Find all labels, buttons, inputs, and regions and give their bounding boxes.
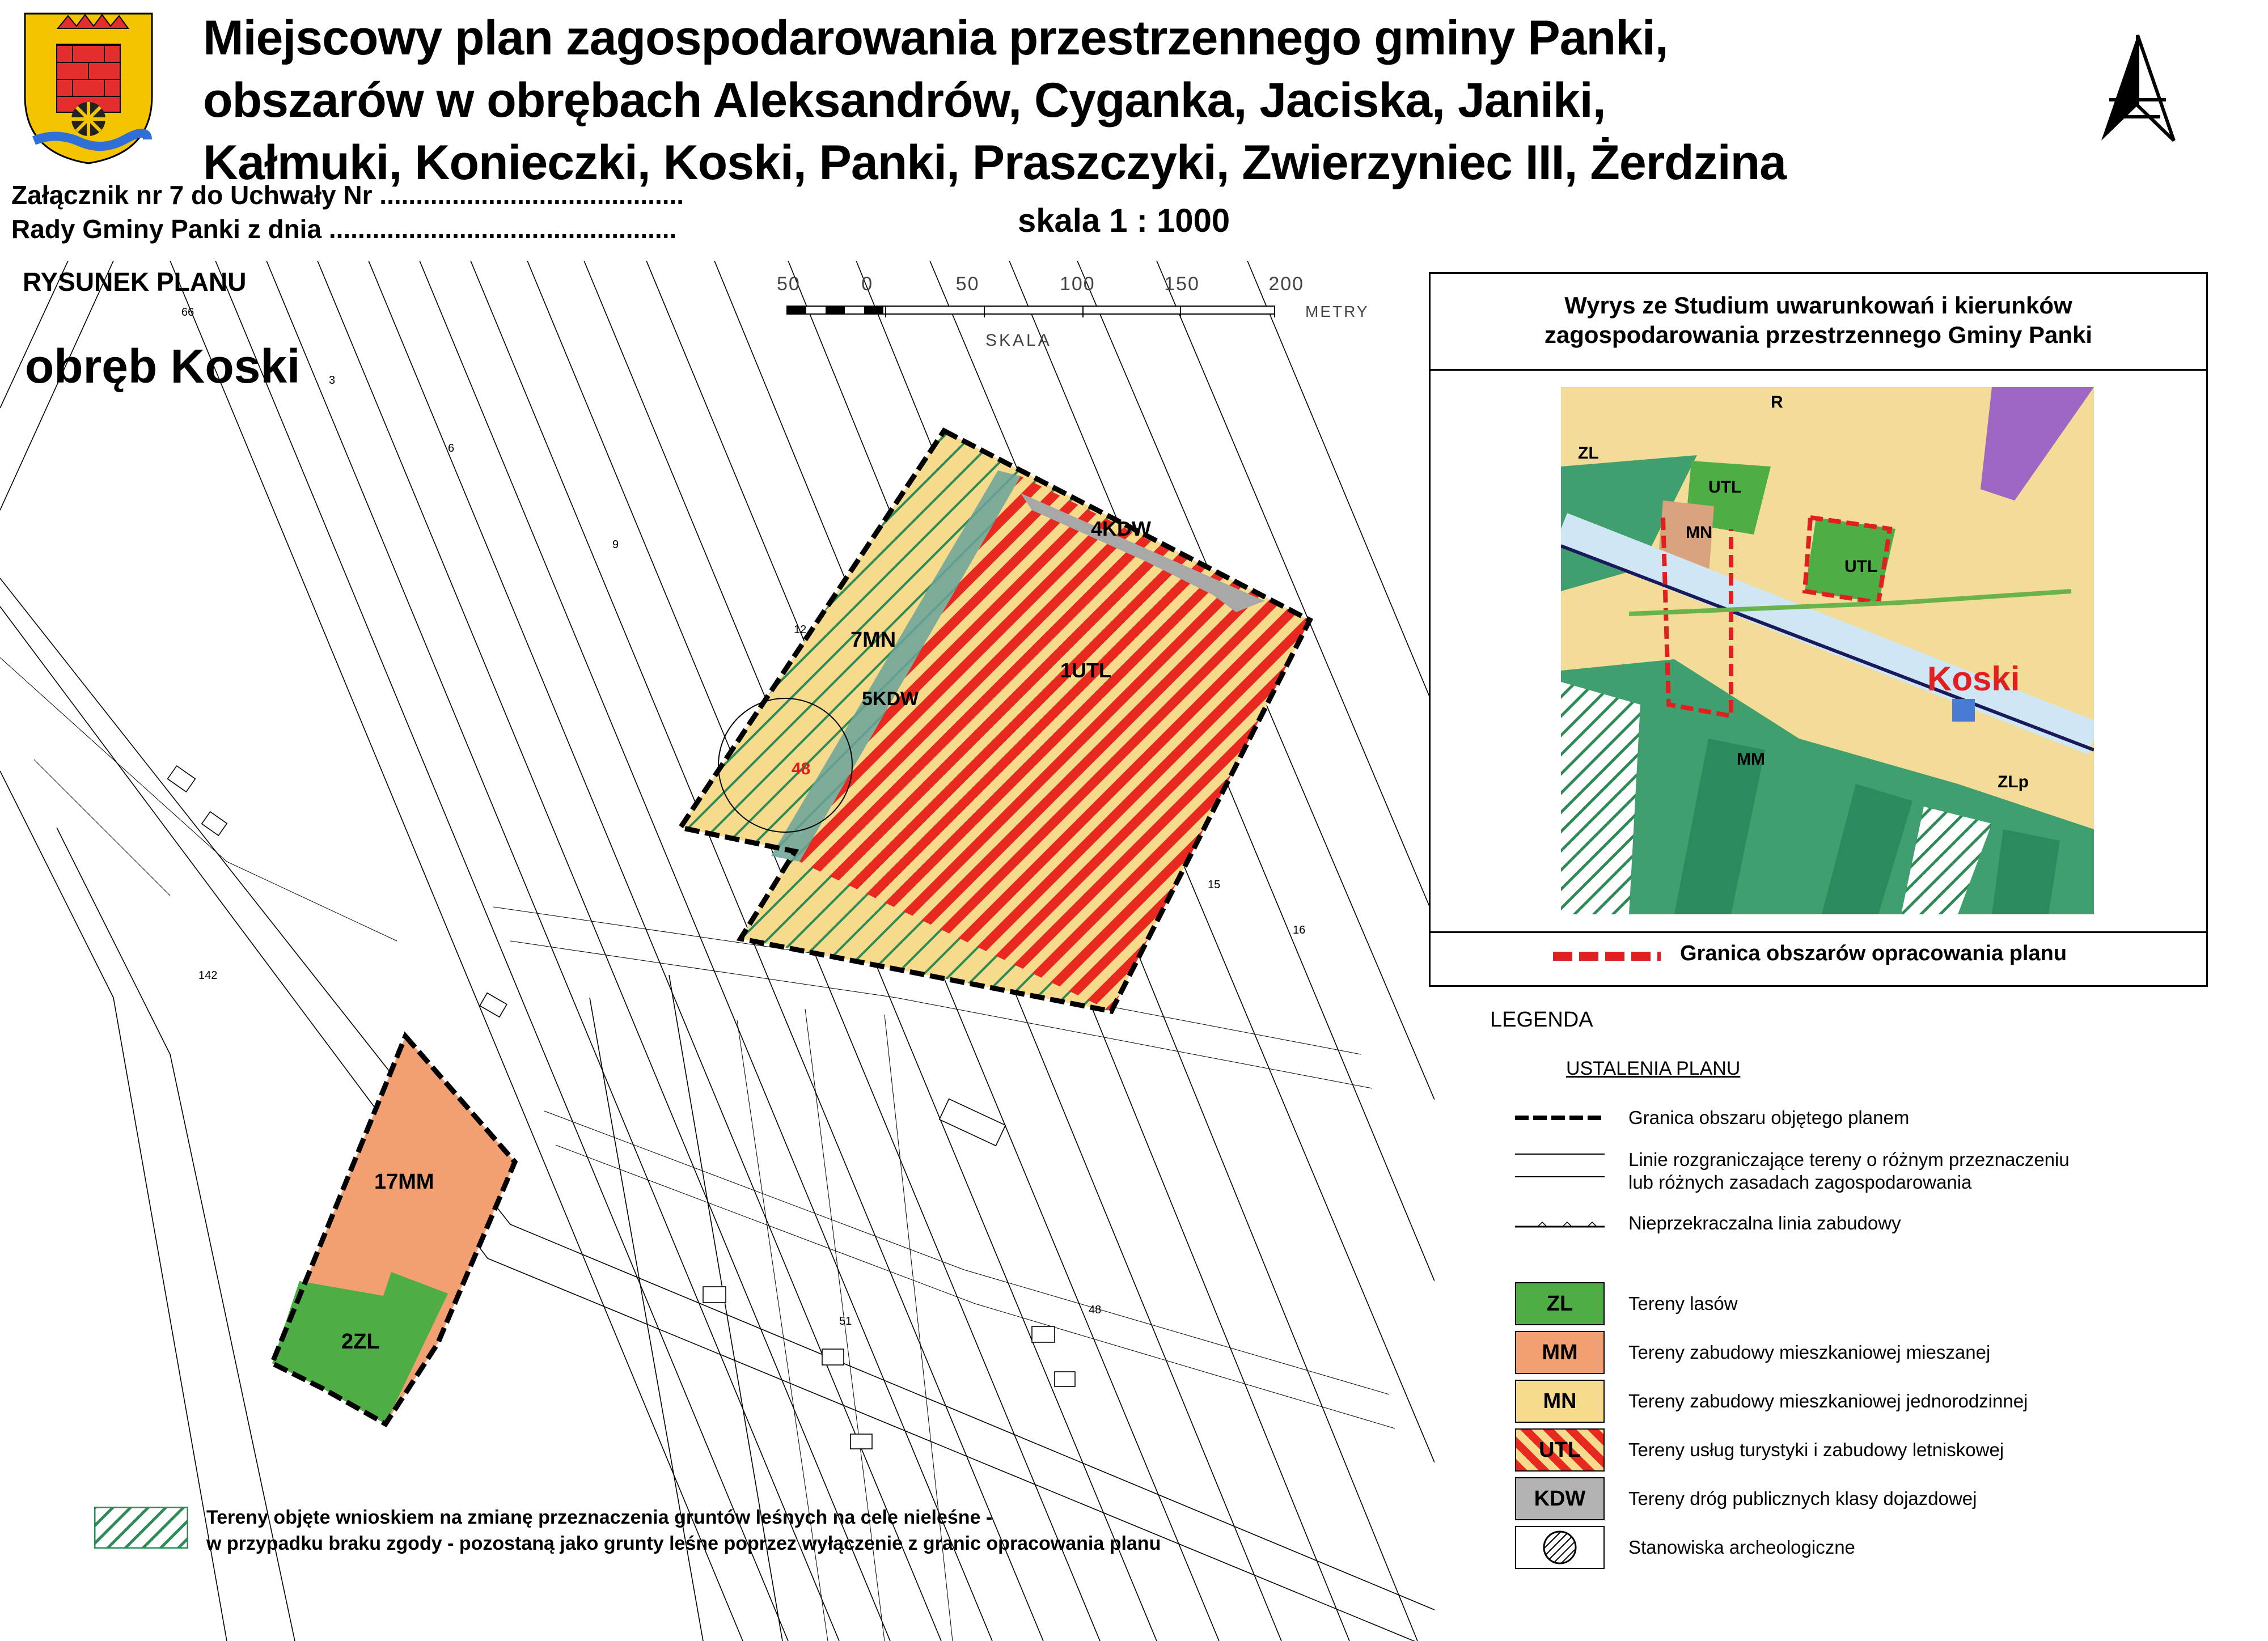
inset-zone-label: MM [1737,750,1765,769]
study-excerpt-map [1561,387,2094,914]
parcel-number: 48 [1089,1304,1102,1316]
scale-tick: 0 [861,273,874,295]
zone-1UTL: 1UTL [1060,659,1111,682]
parcel-number: 6 [448,442,455,455]
inset-divider [1431,931,2206,933]
note-line-1: Tereny objęte wnioskiem na zmianę przeznaczenia gruntów leśnych na cele nieleśne - [206,1507,993,1528]
scale-tick: 150 [1164,273,1200,295]
forest-request-note [206,1504,1161,1557]
forest-request-swatch [94,1507,188,1549]
legend-text: Tereny dróg publicznych klasy dojazdowej [1628,1488,1977,1509]
zone-5KDW: 5KDW [862,688,919,710]
coat-of-arms-icon [23,11,154,166]
title-line-1: Miejscowy plan zagospodarowania przestrzennego gminy Panki, [203,11,1668,65]
attachment-block [11,178,684,246]
inset-title-line-2: zagospodarowania przestrzennego Gminy Panki [1544,321,2093,348]
parcel-number: 51 [839,1315,852,1328]
title-line-2: obszarów w obrębach Aleksandrów, Cyganka, Jaciska, Janiki, [203,73,1606,128]
inset-title-line-1: Wyrys ze Studium uwarunkowań i kierunków [1564,292,2072,319]
legend-text: Granica obszaru objętego planem [1628,1107,1910,1128]
legend-text: Tereny zabudowy mieszkaniowej mieszanej [1628,1342,1991,1363]
scalebar-unit: METRY [1305,303,1369,320]
zone-7MN: 7MN [850,628,896,652]
scale-tick: 200 [1268,273,1305,295]
legend-text: Stanowiska archeologiczne [1628,1537,1855,1558]
scalebar-ticks [777,273,1304,295]
parcel-number: 66 [181,306,194,319]
zl-swatch: ZL [1515,1282,1605,1325]
plan-area-south [272,1036,515,1424]
division-line-icon [1515,1148,1606,1194]
legend-text: Tereny usług turystyki i zabudowy letniskowej [1628,1439,2004,1460]
mm-swatch: MM [1515,1331,1605,1374]
mn-swatch: MN [1515,1380,1605,1423]
scale-tick: 100 [1059,273,1095,295]
building-line-icon [1515,1206,1606,1240]
legend-subtitle: USTALENIA PLANU [1566,1058,1741,1079]
inset-zone-label: ZL [1578,444,1599,463]
parcel-number: 12 [794,624,807,636]
parcel-number: 142 [198,969,218,982]
sheet-label: RYSUNEK PLANU [23,267,247,296]
boundary-dash-icon [1553,952,1661,961]
attachment-line-2: Rady Gminy Panki z dnia ................................................ [11,214,677,244]
scale-bar [787,306,1275,317]
inset-boundary-label: Granica obszarów opracowania planu [1680,942,2067,965]
scale-label: skala 1 : 1000 [1018,202,1230,239]
parcel-number: 3 [329,374,336,387]
note-line-2: w przypadku braku zgody - pozostaną jako grunty leśne poprzez wyłączenie z granic opracowania planu [206,1533,1161,1554]
inset-divider [1431,369,2206,371]
archaeology-swatch [1515,1526,1605,1569]
parcel-number: 9 [612,538,619,551]
legend-text: Tereny zabudowy mieszkaniowej jednorodzinnej [1628,1390,2028,1411]
boundary-line-icon [1515,1106,1606,1129]
scalebar-caption: SKALA [985,331,1052,350]
legend-text: Linie rozgraniczające tereny o różnym przeznaczeniu lub różnych zasadach zagospodarowania [1628,1149,2070,1193]
archaeological-site-icon [1540,1528,1580,1567]
study-excerpt-panel [1429,272,2208,987]
plan-area-north [680,431,1310,1011]
attachment-line-1: Załącznik nr 7 do Uchwały Nr .......................................... [11,180,684,210]
precinct-label: obręb Koski [25,340,301,393]
inset-zone-label: ZLp [1998,773,2029,791]
legend-title: LEGENDA [1490,1008,1593,1032]
study-excerpt-title [1431,291,2206,350]
title-line-3: Kałmuki, Konieczki, Koski, Panki, Praszczyki, Zwierzyniec III, Żerdzina [203,135,1786,190]
legend-text: Nieprzekraczalna linia zabudowy [1628,1212,1901,1233]
inset-zone-label: UTL [1708,478,1742,497]
zone-2ZL: 2ZL [341,1330,380,1354]
parcel-number: 15 [1208,879,1221,891]
parcel-number: 16 [1293,924,1306,936]
parcel-lines [0,261,1435,1641]
plan-drawing [0,261,1435,1641]
inset-zone-label: R [1771,393,1783,412]
plan-title [203,7,1786,194]
scale-tick: 50 [777,273,801,295]
north-arrow-icon [2092,32,2183,145]
inset-zone-label: MN [1686,523,1712,542]
legend-text: Tereny lasów [1628,1293,1738,1314]
zone-4KDW: 4KDW [1091,517,1151,540]
scale-tick: 50 [955,273,980,295]
utl-swatch: UTL [1515,1428,1605,1472]
archaeological-site-number: 48 [792,760,811,778]
kdw-swatch: KDW [1515,1477,1605,1520]
zone-17MM: 17MM [374,1170,434,1194]
inset-place-label: Koski [1927,660,2020,698]
inset-zone-label: UTL [1844,557,1878,576]
